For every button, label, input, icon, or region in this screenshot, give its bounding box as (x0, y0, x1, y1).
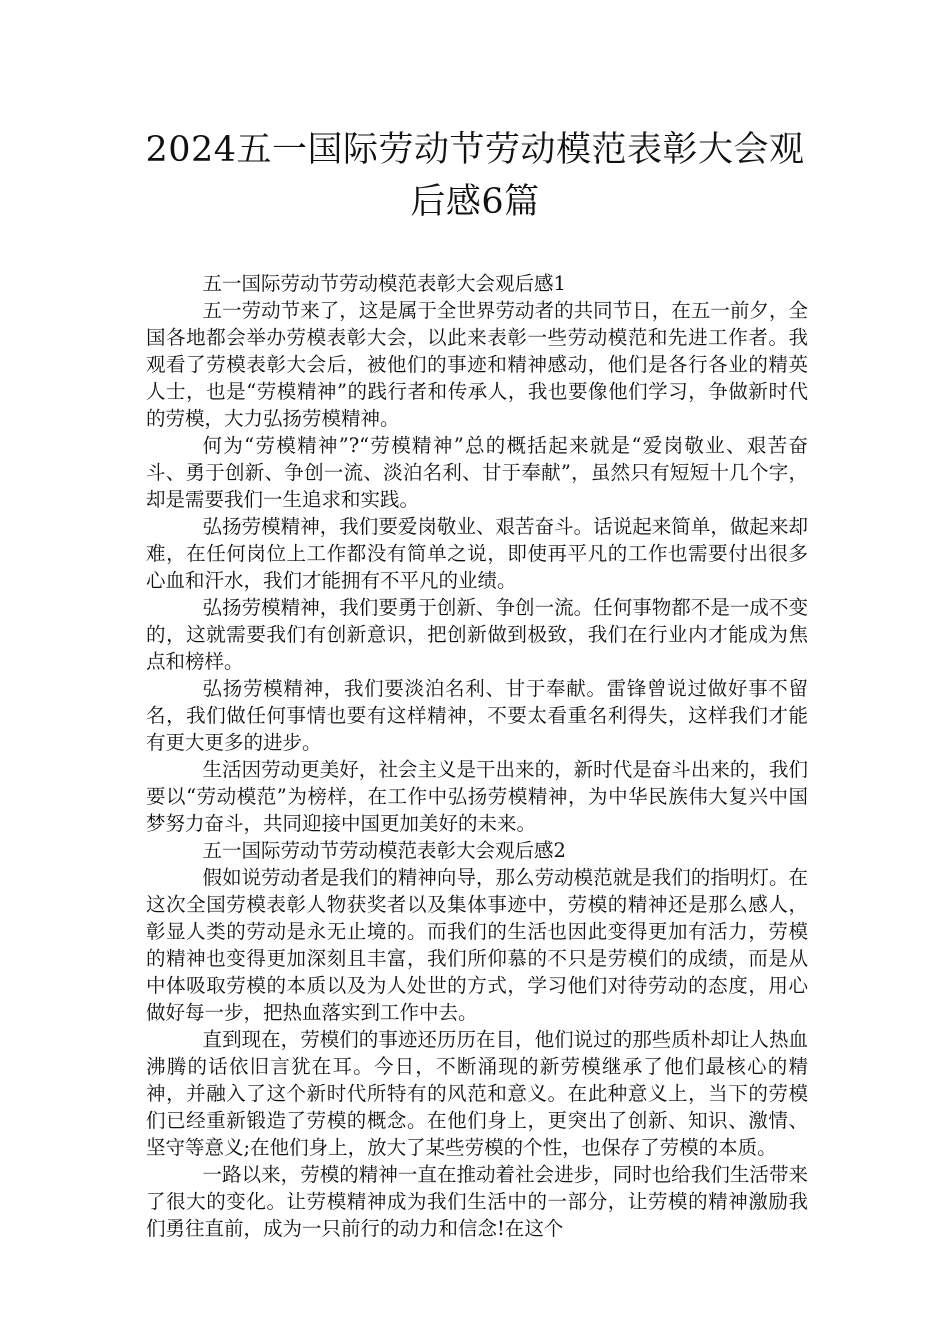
section-heading-1: 五一国际劳动节劳动模范表彰大会观后感1 (202, 272, 566, 295)
title-line-1: 2024五一国际劳动节劳动模范表彰大会观 (145, 130, 805, 170)
paragraph: 弘扬劳模精神，我们要淡泊名利、甘于奉献。雷锋曾说过做好事不留名，我们做任何事情也要有这样精神，不要太看重名利得失，这样我们才能有更大更多的进步。 (146, 677, 808, 754)
paragraph: 一路以来，劳模的精神一直在推动着社会进步，同时也给我们生活带来了很大的变化。让劳模精神成为我们生活中的一部分，让劳模的精神激励我们勇往直前，成为一只前行的动力和信念!在这个 (146, 1163, 808, 1240)
paragraph: 直到现在，劳模们的事迹还历历在目，他们说过的那些质朴却让人热血沸腾的话依旧言犹在耳。今日，不断涌现的新劳模继承了他们最核心的精神，并融入了这个新时代所特有的风范和意义。在此种意义上，当下的劳模们已经重新锻造了劳模的概念。在他们身上，更突出了创新、知识、激情、坚守等意义;在他们身上，放大了某些劳模的个性，也保存了劳模的本质。 (146, 1028, 808, 1159)
document-title (120, 124, 830, 228)
paragraph: 弘扬劳模精神，我们要勇于创新、争创一流。任何事物都不是一成不变的，这就需要我们有创新意识，把创新做到极致，我们在行业内才能成为焦点和榜样。 (146, 596, 808, 673)
paragraph: 假如说劳动者是我们的精神向导，那么劳动模范就是我们的指明灯。在这次全国劳模表彰人物获奖者以及集体事迹中，劳模的精神还是那么感人，彰显人类的劳动是永无止境的。而我们的生活也因此变得更加有活力，劳模的精神也变得更加深刻且丰富，我们所仰慕的不只是劳模们的成绩，而是从中体吸取劳模的本质以及为人处世的方式，学习他们对待劳动的态度，用心做好每一步，把热血落实到工作中去。 (146, 866, 808, 1024)
paragraph: 生活因劳动更美好，社会主义是干出来的，新时代是奋斗出来的，我们要以“劳动模范”为榜样，在工作中弘扬劳模精神，为中华民族伟大复兴中国梦努力奋斗，共同迎接中国更加美好的未来。 (146, 758, 808, 835)
document-body (146, 270, 808, 1242)
paragraph: 五一劳动节来了，这是属于全世界劳动者的共同节日，在五一前夕，全国各地都会举办劳模表彰大会，以此来表彰一些劳动模范和先进工作者。我观看了劳模表彰大会后，被他们的事迹和精神感动，他们是各行各业的精英人士，也是“劳模精神”的践行者和传承人，我也要像他们学习，争做新时代的劳模，大力弘扬劳模精神。 (146, 299, 808, 430)
paragraph: 何为“劳模精神”?“劳模精神”总的概括起来就是“爱岗敬业、艰苦奋斗、勇于创新、争创一流、淡泊名利、甘于奉献”，虽然只有短短十几个字，却是需要我们一生追求和实践。 (146, 434, 808, 511)
section-heading-2: 五一国际劳动节劳动模范表彰大会观后感2 (202, 839, 566, 862)
title-line-2: 后感6篇 (410, 182, 540, 222)
paragraph: 弘扬劳模精神，我们要爱岗敬业、艰苦奋斗。话说起来简单，做起来却难，在任何岗位上工作都没有简单之说，即使再平凡的工作也需要付出很多心血和汗水，我们才能拥有不平凡的业绩。 (146, 515, 808, 592)
